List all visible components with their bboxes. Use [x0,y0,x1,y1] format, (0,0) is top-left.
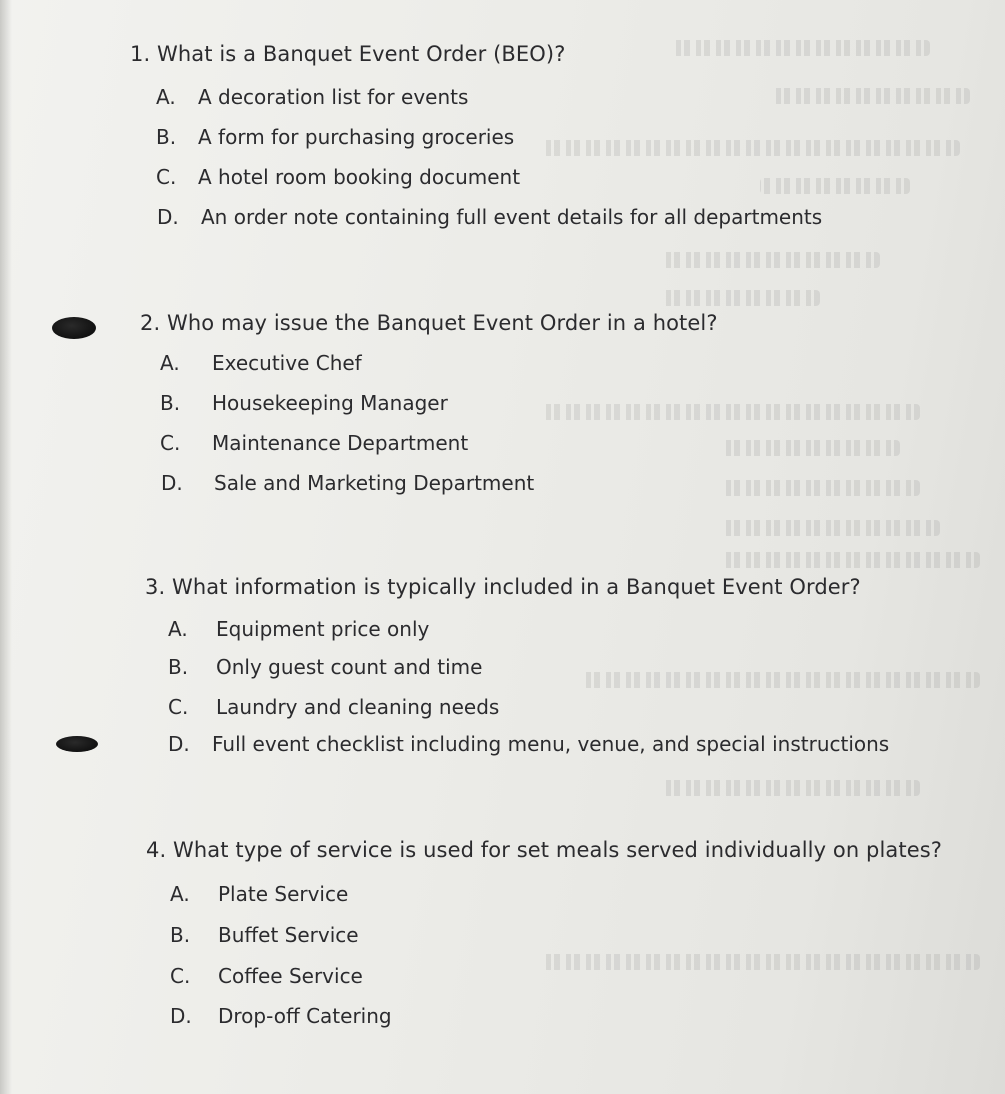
option-letter: C. [168,695,189,719]
option-a [168,617,430,641]
option-a [156,85,469,109]
option-letter: A. [168,617,188,641]
option-d [161,471,535,495]
option-b [160,391,448,415]
hole-punch-mark [56,736,98,752]
option-letter: C. [170,964,191,988]
option-letter: A. [160,351,180,375]
option-text: Laundry and cleaning needs [216,695,500,719]
option-letter: C. [160,431,181,455]
option-d [170,1004,392,1028]
question-title: 2. Who may issue the Banquet Event Order in a hotel? [140,311,718,335]
question-title: 3. What information is typically included in a Banquet Event Order? [145,575,861,599]
option-c [168,695,500,719]
option-c [156,165,521,189]
option-letter: A. [156,85,176,109]
paper-edge-shadow [0,0,12,1094]
option-text: A hotel room booking document [198,165,521,189]
option-text: A form for purchasing groceries [198,125,515,149]
option-a [170,882,349,906]
question-title: 1. What is a Banquet Event Order (BEO)? [130,42,566,66]
option-text: Drop-off Catering [218,1004,392,1028]
option-letter: A. [170,882,190,906]
option-d [157,205,823,229]
option-c [160,431,469,455]
option-letter: B. [156,125,177,149]
option-d [168,732,890,756]
option-b [156,125,515,149]
option-letter: D. [168,732,190,756]
option-text: Full event checklist including menu, venue, and special instructions [212,732,890,756]
option-text: Only guest count and time [216,655,483,679]
option-letter: C. [156,165,177,189]
option-letter: D. [157,205,179,229]
option-b [170,923,359,947]
option-letter: D. [161,471,183,495]
option-c [170,964,363,988]
option-letter: B. [160,391,181,415]
option-letter: D. [170,1004,192,1028]
option-text: Sale and Marketing Department [214,471,535,495]
option-text: Maintenance Department [212,431,469,455]
question-title: 4. What type of service is used for set meals served individually on plates? [146,838,943,862]
option-letter: B. [170,923,191,947]
option-text: An order note containing full event details for all departments [201,205,823,229]
option-a [160,351,362,375]
hole-punch-mark [52,317,96,339]
option-text: Executive Chef [212,351,362,375]
option-b [168,655,483,679]
option-text: Buffet Service [218,923,359,947]
option-text: A decoration list for events [198,85,469,109]
option-text: Coffee Service [218,964,363,988]
option-letter: B. [168,655,189,679]
option-text: Equipment price only [216,617,430,641]
option-text: Plate Service [218,882,349,906]
option-text: Housekeeping Manager [212,391,448,415]
